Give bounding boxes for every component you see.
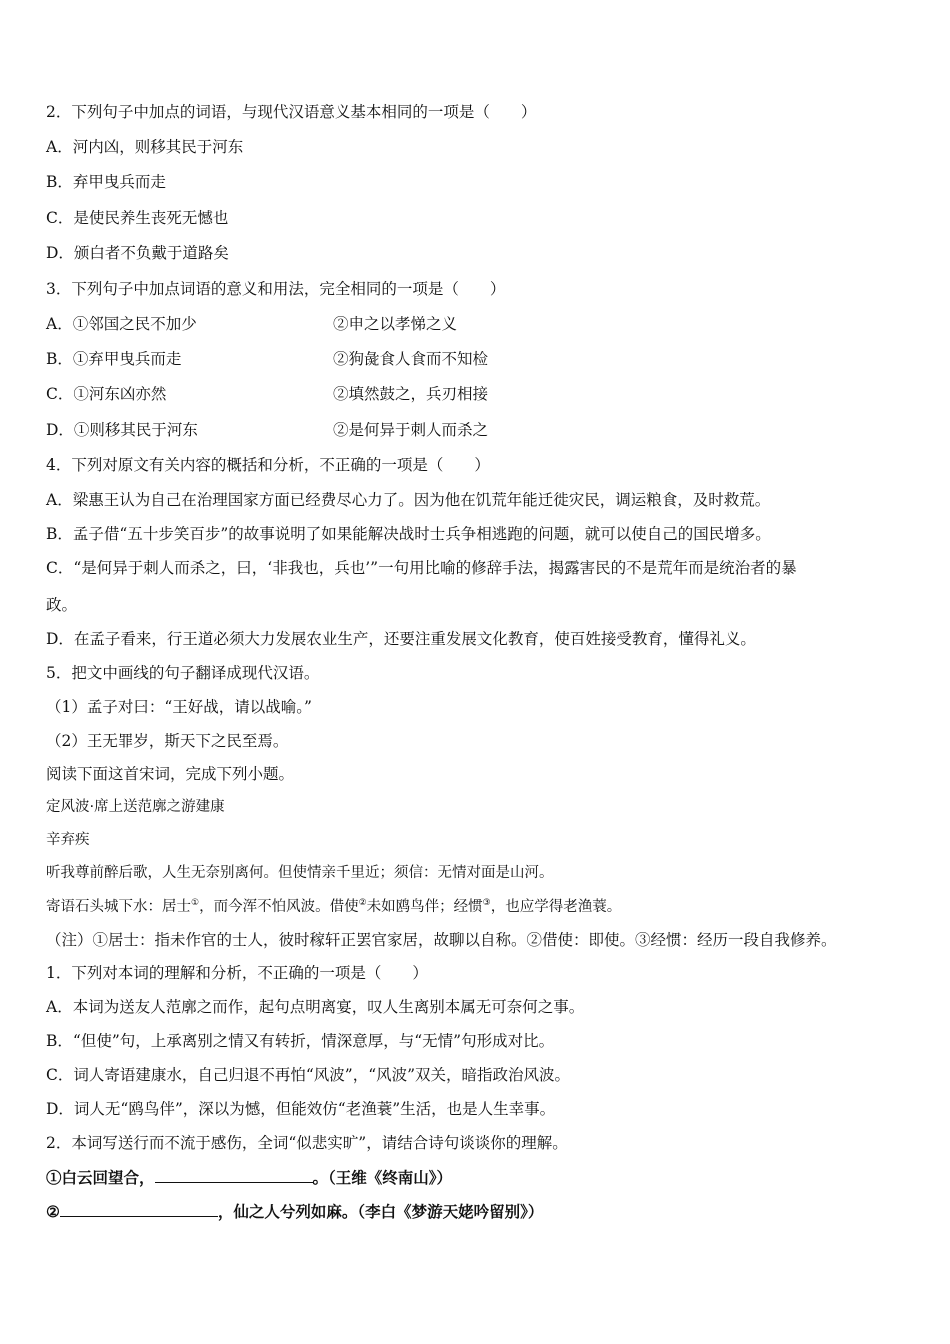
q2-stem: 2．下列句子中加点的词语，与现代汉语意义基本相同的一项是（ ）	[46, 103, 537, 121]
q4-option-c-cont: 政。	[46, 596, 78, 614]
q5-item-2: （2）王无罪岁，斯天下之民至焉。	[46, 732, 289, 750]
fill-item-2-pre: ②	[46, 1202, 60, 1221]
q4-option-d: D．在孟子看来，行王道必须大力发展农业生产，还要注重发展文化教育，使百姓接受教育，懂得礼义。	[46, 630, 756, 648]
fill-blank-1[interactable]	[155, 1167, 313, 1183]
footnote-mark-3: ③	[482, 898, 491, 909]
q2-option-a: A．河内凶，则移其民于河东	[46, 138, 244, 156]
fill-blank-2[interactable]	[60, 1201, 218, 1217]
q5-item-1: （1）孟子对曰：“王好战，请以战喻。”	[46, 698, 312, 716]
q3-option-d-part1: D．①则移其民于河东	[46, 421, 198, 439]
pq1-stem: 1．下列对本词的理解和分析，不正确的一项是（ ）	[46, 964, 428, 982]
q5-stem: 5．把文中画线的句子翻译成现代汉语。	[46, 664, 320, 682]
pq1-option-b: B．“但使”句，上承离别之情又有转折，情深意厚，与“无情”句形成对比。	[46, 1032, 555, 1050]
fill-item-1-pre: ①白云回望合，	[46, 1168, 155, 1187]
pq2-stem: 2．本词写送行而不流于感伤，全词“似悲实旷”，请结合诗句谈谈你的理解。	[46, 1134, 568, 1152]
q4-option-b: B．孟子借“五十步笑百步”的故事说明了如果能解决战时士兵争相逃跑的问题，就可以使自己的国民增多。	[46, 525, 771, 543]
poem-line-2-d: ，也应学得老渔蓑。	[490, 899, 622, 915]
q4-stem: 4．下列对原文有关内容的概括和分析，不正确的一项是（ ）	[46, 456, 490, 474]
q3-option-b	[46, 349, 906, 369]
q3-option-b-part2: ②狗彘食人食而不知检	[333, 350, 489, 368]
q2-option-c: C．是使民养生丧死无憾也	[46, 209, 229, 227]
q3-option-b-part1: B．①弃甲曳兵而走	[46, 350, 182, 368]
q3-option-d	[46, 420, 906, 440]
poem-title: 定风波·席上送范廓之游建康	[46, 799, 225, 815]
poem-line-2-c: 未如鸥鸟伴；经惯	[366, 899, 483, 915]
poem-line-2-a: 寄语石头城下水：居士	[46, 899, 191, 915]
poem-line-2	[46, 897, 621, 917]
q3-stem: 3．下列句子中加点词语的意义和用法，完全相同的一项是（ ）	[46, 280, 506, 298]
fill-item-1-post: 。（王维《终南山》）	[312, 1168, 453, 1187]
pq1-option-d: D．词人无“鸥鸟伴”，深以为憾，但能效仿“老渔蓑”生活，也是人生幸事。	[46, 1100, 556, 1118]
footnote-mark-1: ①	[191, 898, 200, 909]
poem-line-2-b: ，而今浑不怕风波。借使	[199, 899, 359, 915]
q3-option-c-part1: C．①河东凶亦然	[46, 385, 167, 403]
q3-option-a-part1: A．①邻国之民不加少	[46, 315, 197, 333]
q3-option-a	[46, 314, 906, 334]
q4-option-a: A．梁惠王认为自己在治理国家方面已经费尽心力了。因为他在饥荒年能迁徙灾民，调运粮食，及时救荒。	[46, 491, 771, 509]
poem-intro: 阅读下面这首宋词，完成下列小题。	[46, 765, 295, 783]
q3-option-c-part2: ②填然鼓之，兵刃相接	[333, 385, 489, 403]
q3-option-c	[46, 384, 906, 404]
pq1-option-c: C．词人寄语建康水，自己归退不再怕“风波”，“风波”双关，暗指政治风波。	[46, 1066, 571, 1084]
fill-item-1	[46, 1167, 452, 1188]
poem-note: （注）①居士：指未作官的士人，彼时稼轩正罢官家居，故聊以自称。②借使：即使。③经惯：经历一段自我修养。	[46, 931, 837, 949]
q2-option-d: D．颁白者不负戴于道路矣	[46, 244, 229, 262]
fill-item-2	[46, 1201, 543, 1222]
poem-author: 辛弃疾	[46, 832, 90, 848]
pq1-option-a: A．本词为送友人范廓之而作，起句点明离宴，叹人生离别本属无可奈何之事。	[46, 998, 585, 1016]
q3-option-a-part2: ②申之以孝悌之义	[333, 315, 458, 333]
q2-option-b: B．弃甲曳兵而走	[46, 173, 166, 191]
q4-option-c: C．“是何异于刺人而杀之，曰，‘非我也，兵也’”一句用比喻的修辞手法，揭露害民的不是荒年而是统治者的暴	[46, 559, 797, 577]
poem-line-1: 听我尊前醉后歌，人生无奈别离何。但使情亲千里近；须信：无情对面是山河。	[46, 865, 554, 881]
fill-item-2-post: ，仙之人兮列如麻。（李白《梦游天姥吟留别》）	[217, 1202, 544, 1221]
q3-option-d-part2: ②是何异于刺人而杀之	[333, 421, 489, 439]
footnote-mark-2: ②	[358, 898, 367, 909]
